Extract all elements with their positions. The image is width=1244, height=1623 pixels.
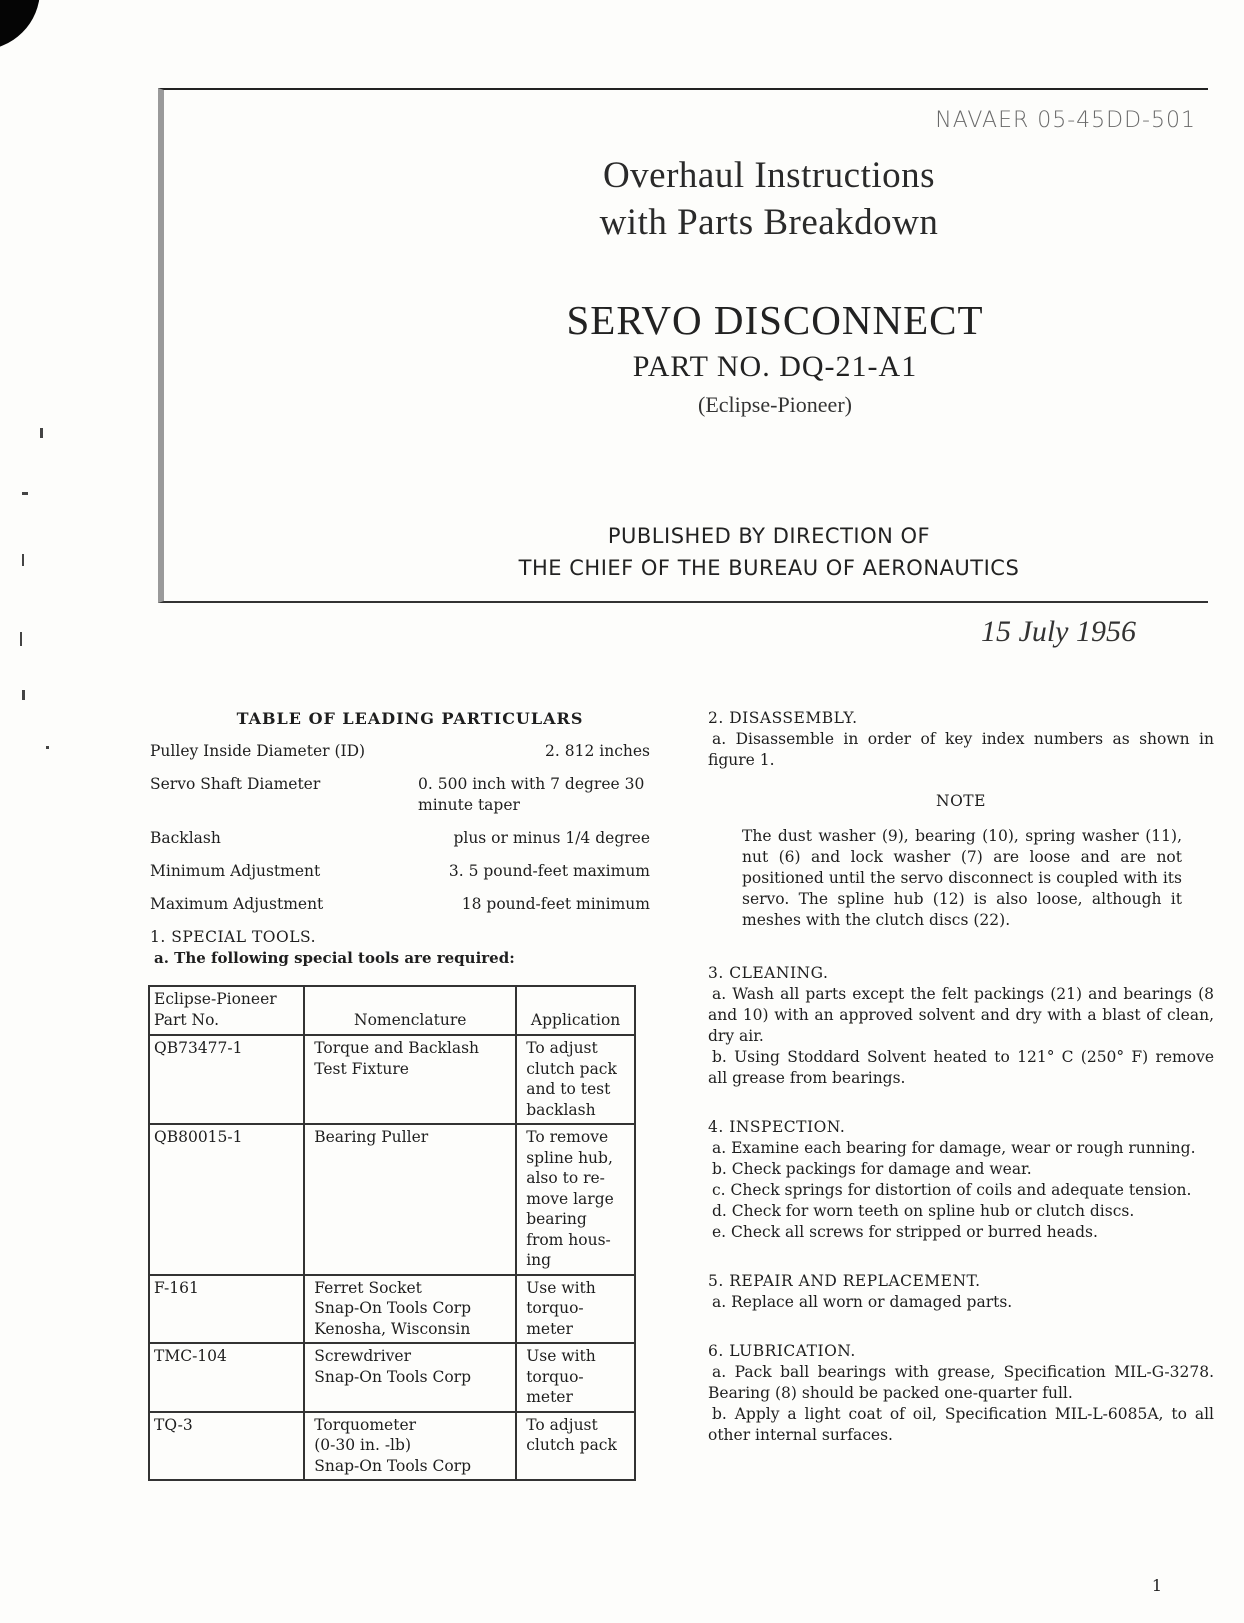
table-row [149, 1124, 635, 1275]
title-frame [158, 88, 1208, 603]
section-disassembly [708, 708, 1214, 931]
column-header-part-no: Eclipse-Pioneer Part No. [149, 986, 304, 1035]
title-block [164, 152, 1208, 418]
paragraph: a. Replace all worn or damaged parts. [712, 1293, 1013, 1311]
cell-line: Bearing Puller [314, 1128, 429, 1146]
cell-line: Test Fixture [314, 1059, 409, 1078]
cell-line: backlash [526, 1100, 596, 1119]
manufacturer: (Eclipse-Pioneer) [698, 392, 852, 417]
special-tools-table [148, 985, 636, 1481]
particular-value: 3. 5 pound-feet maximum [448, 862, 650, 880]
part-name: SERVO DISCONNECT [566, 297, 984, 343]
scan-artifact-mark [22, 690, 25, 700]
cell-line: meter [526, 1388, 573, 1406]
page-number: 1 [1151, 1576, 1162, 1595]
column-header-application: Application [516, 986, 635, 1035]
cell-part-no: QB73477-1 [149, 1035, 304, 1124]
cell-line: move large [526, 1189, 614, 1208]
cell-nomenclature [304, 1343, 516, 1412]
left-column [150, 708, 650, 1481]
cell-line: (0-30 in. -lb) [314, 1436, 411, 1454]
scan-artifact-mark [22, 554, 24, 566]
cell-line: also to re- [526, 1169, 605, 1187]
particular-row [150, 828, 650, 849]
part-number: PART NO. DQ-21-A1 [632, 350, 918, 383]
note-title: NOTE [936, 792, 986, 810]
cell-nomenclature [304, 1412, 516, 1481]
cell-line: Screwdriver [314, 1347, 412, 1365]
special-tools-heading: 1. SPECIAL TOOLS. [150, 928, 317, 946]
cell-line: from hous- [526, 1230, 611, 1249]
scan-artifact-mark [20, 632, 22, 646]
cell-line: Torque and Backlash [314, 1039, 480, 1057]
publication-date: 15 July 1956 [981, 615, 1136, 648]
cell-line: Kenosha, Wisconsin [314, 1319, 471, 1338]
cell-application [516, 1124, 635, 1275]
cell-line: To adjust [526, 1415, 598, 1434]
paragraph: b. Apply a light coat of oil, Specification MIL-L-6085A, to all other internal surfaces. [708, 1405, 1214, 1444]
title-line-2: with Parts Breakdown [599, 202, 939, 243]
particular-row [150, 861, 650, 882]
cell-part-no: TQ-3 [149, 1412, 304, 1481]
paragraph: b. Using Stoddard Solvent heated to 121° C (250° F) remove all grease from bearings. [708, 1048, 1214, 1087]
cell-line: bearing [526, 1210, 587, 1228]
section-cleaning [708, 963, 1214, 1089]
paragraph: c. Check springs for distortion of coils and adequate tension. [712, 1181, 1192, 1199]
scan-artifact-mark [22, 492, 28, 495]
cell-nomenclature [304, 1124, 516, 1275]
cell-line: Snap-On Tools Corp [314, 1456, 472, 1475]
cell-line: Use with [526, 1278, 596, 1297]
cell-line: Ferret Socket [314, 1278, 422, 1297]
paragraph: a. Pack ball bearings with grease, Specification MIL-G-3278. Bearing (8) should be packed one-quarter full. [708, 1363, 1214, 1402]
cell-application [516, 1412, 635, 1481]
cell-line: meter [526, 1319, 573, 1338]
section-heading: 3. CLEANING. [708, 964, 829, 982]
cell-part-no: F-161 [149, 1275, 304, 1344]
section-heading: 6. LUBRICATION. [708, 1342, 856, 1360]
scan-artifact-corner [0, 0, 40, 50]
scan-artifact-mark [40, 428, 43, 438]
table-header-row [149, 986, 635, 1035]
paragraph: a. Wash all parts except the felt packings (21) and bearings (8 and 10) with an approved solvent and dry with a blast of clean, dry air. [708, 985, 1214, 1045]
right-column [708, 708, 1214, 1446]
table-row [149, 1275, 635, 1344]
particular-label: Pulley Inside Diameter (ID) [150, 742, 366, 760]
section-repair [708, 1271, 1214, 1313]
particular-row [150, 741, 650, 762]
cell-part-no: TMC-104 [149, 1343, 304, 1412]
publisher-block [164, 520, 1208, 584]
cell-nomenclature [304, 1275, 516, 1344]
particular-value: 0. 500 inch with 7 degree 30 minute taper [418, 775, 645, 814]
particular-value: plus or minus 1/4 degree [453, 829, 650, 847]
section-inspection [708, 1117, 1214, 1243]
particular-label: Backlash [150, 829, 221, 847]
cell-line: torquo- [526, 1299, 584, 1317]
published-line-2: THE CHIEF OF THE BUREAU OF AERONAUTICS [518, 556, 1020, 580]
cell-line: To adjust [526, 1039, 598, 1057]
cell-application [516, 1343, 635, 1412]
title-line-1: Overhaul Instructions [602, 155, 936, 196]
column-header-nomenclature: Nomenclature [304, 986, 516, 1035]
table-row [149, 1343, 635, 1412]
particular-row [150, 894, 650, 915]
special-tools-intro: a. The following special tools are required: [154, 949, 515, 967]
paragraph: a. Examine each bearing for damage, wear or rough running. [712, 1139, 1196, 1157]
particular-label: Minimum Adjustment [150, 862, 321, 880]
cell-line: torquo- [526, 1367, 584, 1386]
table-row [149, 1035, 635, 1124]
cell-line: spline hub, [526, 1148, 613, 1167]
section-heading: 2. DISASSEMBLY. [708, 709, 858, 727]
cell-line: Torquometer [314, 1415, 417, 1434]
cell-line: clutch pack [526, 1436, 617, 1454]
leading-particulars-title: TABLE OF LEADING PARTICULARS [236, 709, 584, 728]
cell-line: ing [526, 1251, 552, 1269]
table-row [149, 1412, 635, 1481]
particular-label: Servo Shaft Diameter [150, 775, 321, 793]
particular-value: 2. 812 inches [545, 742, 650, 760]
cell-line: Snap-On Tools Corp [314, 1299, 472, 1317]
cell-line: clutch pack [526, 1059, 617, 1078]
cell-line: and to test [526, 1080, 611, 1098]
cell-line: Snap-On Tools Corp [314, 1367, 472, 1386]
paragraph: e. Check all screws for stripped or burred heads. [712, 1223, 1098, 1241]
cell-application [516, 1275, 635, 1344]
paragraph: d. Check for worn teeth on spline hub or clutch discs. [712, 1202, 1135, 1220]
note-body: The dust washer (9), bearing (10), spring washer (11), nut (6) and lock washer (7) are loose and are not positioned until the servo disconnect is coupled with its servo. The spline hub (12) is also loose, although it meshes with the clutch discs (22). [742, 827, 1182, 929]
cell-line: To remove [526, 1128, 609, 1146]
scan-artifact-mark [46, 746, 49, 749]
particular-label: Maximum Adjustment [150, 895, 324, 913]
section-heading: 4. INSPECTION. [708, 1118, 846, 1136]
particular-value: 18 pound-feet minimum [461, 895, 650, 913]
cell-line: Use with [526, 1347, 596, 1365]
published-line-1: PUBLISHED BY DIRECTION OF [607, 524, 931, 548]
cell-part-no: QB80015-1 [149, 1124, 304, 1275]
section-lubrication [708, 1341, 1214, 1446]
paragraph: b. Check packings for damage and wear. [712, 1160, 1032, 1178]
cell-nomenclature [304, 1035, 516, 1124]
document-number: NAVAER 05-45DD-501 [935, 108, 1196, 133]
particular-row [150, 774, 650, 816]
paragraph: a. Disassemble in order of key index numbers as shown in figure 1. [708, 730, 1214, 769]
cell-application [516, 1035, 635, 1124]
section-heading: 5. REPAIR AND REPLACEMENT. [708, 1272, 981, 1290]
